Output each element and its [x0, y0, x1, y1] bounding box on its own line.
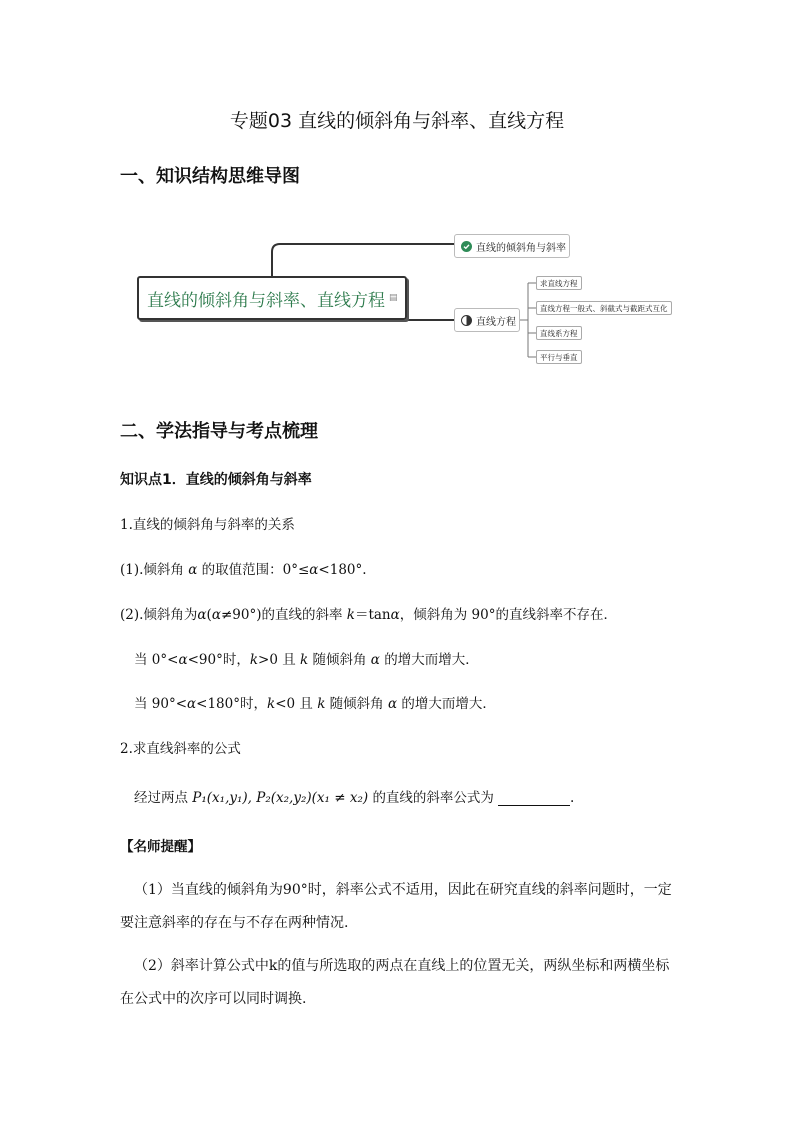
- two-point-formula: P₁(x₁,y₁), P₂(x₂,y₂)(x₁ ≠ x₂): [192, 790, 369, 806]
- mind-map-connectors: [0, 0, 794, 400]
- tip-paragraph-2: （2）斜率计算公式中k的值与所选取的两点在直线上的位置无关，两纵坐标和两横坐标在公式中的次序可以同时调换.: [120, 958, 670, 1007]
- knowledge-point-heading: 知识点1．直线的倾斜角与斜率: [120, 472, 312, 488]
- mindmap-root-label: 直线的倾斜角与斜率、直线方程: [147, 290, 385, 311]
- mindmap-leaf: 直线方程一般式、斜截式与截距式互化: [536, 301, 672, 315]
- page-title: 专题03 直线的倾斜角与斜率、直线方程: [229, 110, 565, 132]
- item-heading: 2.求直线斜率的公式: [120, 741, 241, 757]
- item-heading: 1.直线的倾斜角与斜率的关系: [120, 517, 295, 533]
- check-circle-icon: [461, 241, 472, 252]
- section-heading-guide: 二、学法指导与考点梳理: [120, 421, 318, 442]
- mindmap-leaf: 平行与垂直: [536, 350, 582, 364]
- half-circle-icon: [461, 315, 472, 326]
- note-icon: ▤: [389, 293, 398, 303]
- tip-paragraph-1: （1）当直线的倾斜角为90°时，斜率公式不适用，因此在研究直线的斜率问题时，一定要注意斜率的存在与不存在两种情况.: [120, 882, 672, 931]
- item-line: 当 90°<α<180°时，k<0 且 k 随倾斜角 α 的增大而增大．: [134, 696, 496, 712]
- item-line: (2).倾斜角为α(α≠90°)的直线的斜率 k＝tanα，倾斜角为 90°的直线斜率不存在．: [120, 607, 617, 623]
- mindmap-root-node: [137, 276, 407, 320]
- mindmap-branch-slope: [454, 234, 570, 258]
- section-heading-mindmap: 一、知识结构思维导图: [120, 166, 300, 187]
- mindmap-leaf: 求直线方程: [536, 276, 582, 290]
- formula-line: 经过两点 P₁(x₁,y₁), P₂(x₂,y₂)(x₁ ≠ x₂) 的直线的斜率公式为 .: [134, 790, 575, 806]
- answer-blank: [498, 791, 570, 806]
- branch-label: 直线的倾斜角与斜率: [476, 242, 566, 254]
- mindmap-branch-equation: [454, 308, 520, 332]
- tip-label: 【名师提醒】: [120, 839, 201, 855]
- mindmap-leaf: 直线系方程: [536, 326, 582, 340]
- item-line: 当 0°<α<90°时，k>0 且 k 随倾斜角 α 的增大而增大．: [134, 652, 479, 668]
- item-line: (1).倾斜角 α 的取值范围：0°≤α<180°.: [120, 562, 367, 578]
- branch-label: 直线方程: [476, 316, 516, 328]
